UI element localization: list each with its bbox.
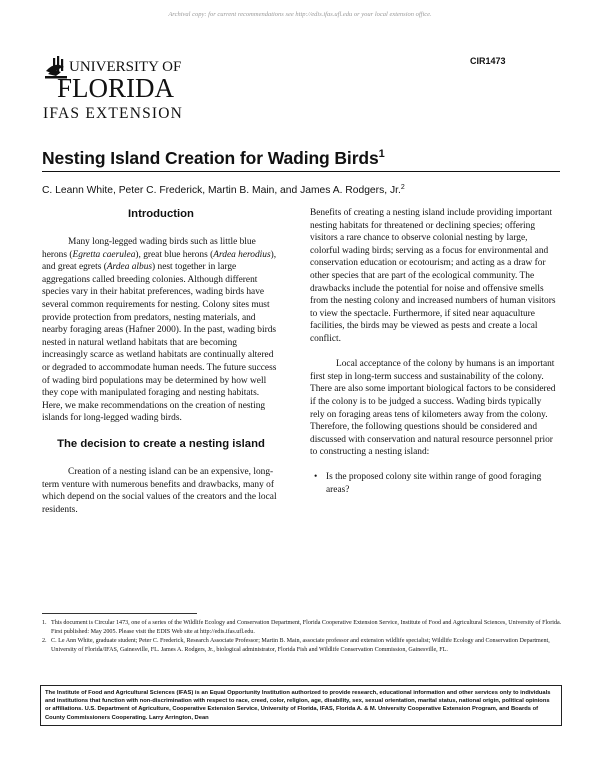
footnote-2: 2. C. Le Ann White, graduate student; Peter C. Frederick, Research Associate Professor; Martin B. Main, associate professor and extension wildlife specialist; Wildlife Ecology and Conservation Department, University of Florida/IFAS, Gainesville, FL. James A. Rodgers, Jr., biological administrator, Florida Fish and Wildlife Conservation Commission, Gainesville, FL. (42, 637, 550, 653)
list-item: • Is the proposed colony site within range of good foraging areas? (310, 471, 558, 496)
archive-note: Archival copy: for current recommendations see http://edis.ifas.ufl.edu or your local extension office. (168, 11, 432, 18)
logo-line3: IFAS EXTENSION (43, 105, 184, 120)
title-footnote-mark: 1 (378, 148, 385, 160)
heading-decision: The decision to create a nesting island (57, 437, 265, 450)
intro-paragraph: Many long-legged wading birds such as little blue herons (Egretta caerulea), great blue herons (Ardea herodius), and great egrets (Ardea albus) nest together in large aggregations called breeding colonies. Although different species vary in their habitat preferences, wading birds have several common requirements for nesting. Colony sites must provide protection from predators, nesting materials, and nearby foraging areas (Hafner 2000). In the past, wading birds nested in natural wetland habitats that are becoming increasingly scarce as wetland habitats are continually altered or degraded to accommodate human needs. The future success of wading bird populations may be determined by how well they cope with manipulated foraging and nesting habitats. Here, we make recommendations on the creation of nesting islands for long-legged wading birds. (42, 237, 277, 424)
equal-opportunity-statement: The Institute of Food and Agricultural Sciences (IFAS) is an Equal Opportunity Institution authorized to provide research, educational information and other services only to individuals and institutions that function with non-discrimination with respect to race, creed, color, religion, age, disability, sex, sexual orientation, marital status, national origin, political opinions or affiliations. U.S. Department of Agriculture, Cooperative Extension Service, University of Florida, IFAS, Florida A. & M. University Cooperative Extension Program, and Boards of County Commissioners Cooperating. Larry Arrington, Dean (40, 685, 562, 726)
footnotes (42, 619, 562, 655)
species-ardea-albus: Ardea albus (106, 262, 153, 273)
uf-ifas-logo-graphic (43, 56, 213, 120)
logo-line2: FLORIDA (57, 73, 175, 103)
species-ardea-herodius: Ardea herodius (213, 249, 271, 260)
authors-footnote-mark: 2 (400, 184, 405, 191)
acceptance-paragraph: Local acceptance of the colony by humans is an important first step in long-term success and sustainability of the colony. There are also some important biological factors to be considered if the colony is to be judged a success. Wading birds typically rely on foraging areas tens of kilometers away from the colony. Therefore, the following questions should be considered and discussed with conservation and natural resource personnel prior to constructing a nesting island: (310, 359, 556, 458)
left-column (42, 207, 280, 516)
benefits-paragraph: Benefits of creating a nesting island include providing important nesting habitats for threatened or declining species; offering visitors a rare chance to observe colonial nesting by large, colorful wading birds; serving as a focus for environmental and conservation education or ecotourism; and acting as a draw for other species that are part of the ecological community. The drawbacks include the potential for noise and offensive smells from the nesting colony and increased numbers of human visitors to view the spectacle. Furthermore, if sited near aquaculture facilities, the birds may be viewed as pests and create a local conflict. (310, 208, 556, 344)
right-column (310, 207, 558, 497)
uf-ifas-logo (43, 56, 213, 120)
footnote-1: 1. This document is Circular 1473, one of a series of the Wildlife Ecology and Conservation Department, Florida Cooperative Extension Service, Institute of Food and Agricultural Sciences, University of Florida. First published: May 2005. Please visit the EDIS Web site at http://edis.ifas.ufl.edu. (42, 620, 562, 635)
page-title (42, 148, 385, 169)
document-id: CIR1473 (470, 56, 506, 66)
species-egretta: Egretta caerulea (72, 249, 136, 260)
authors-text: C. Leann White, Peter C. Frederick, Martin B. Main, and James A. Rodgers, Jr. (42, 185, 401, 196)
heading-introduction: Introduction (128, 208, 194, 220)
title-text: Nesting Island Creation for Wading Birds (42, 148, 379, 168)
decision-paragraph: Creation of a nesting island can be an expensive, long-term venture with numerous benefits and drawbacks, many of which depend on the social values of the creators and the local residents. (42, 466, 277, 515)
footnote-rule (42, 613, 197, 614)
title-rule (42, 171, 560, 172)
logo-line1: UNIVERSITY OF (69, 59, 182, 75)
authors-line (42, 184, 405, 196)
question-list (310, 471, 558, 496)
